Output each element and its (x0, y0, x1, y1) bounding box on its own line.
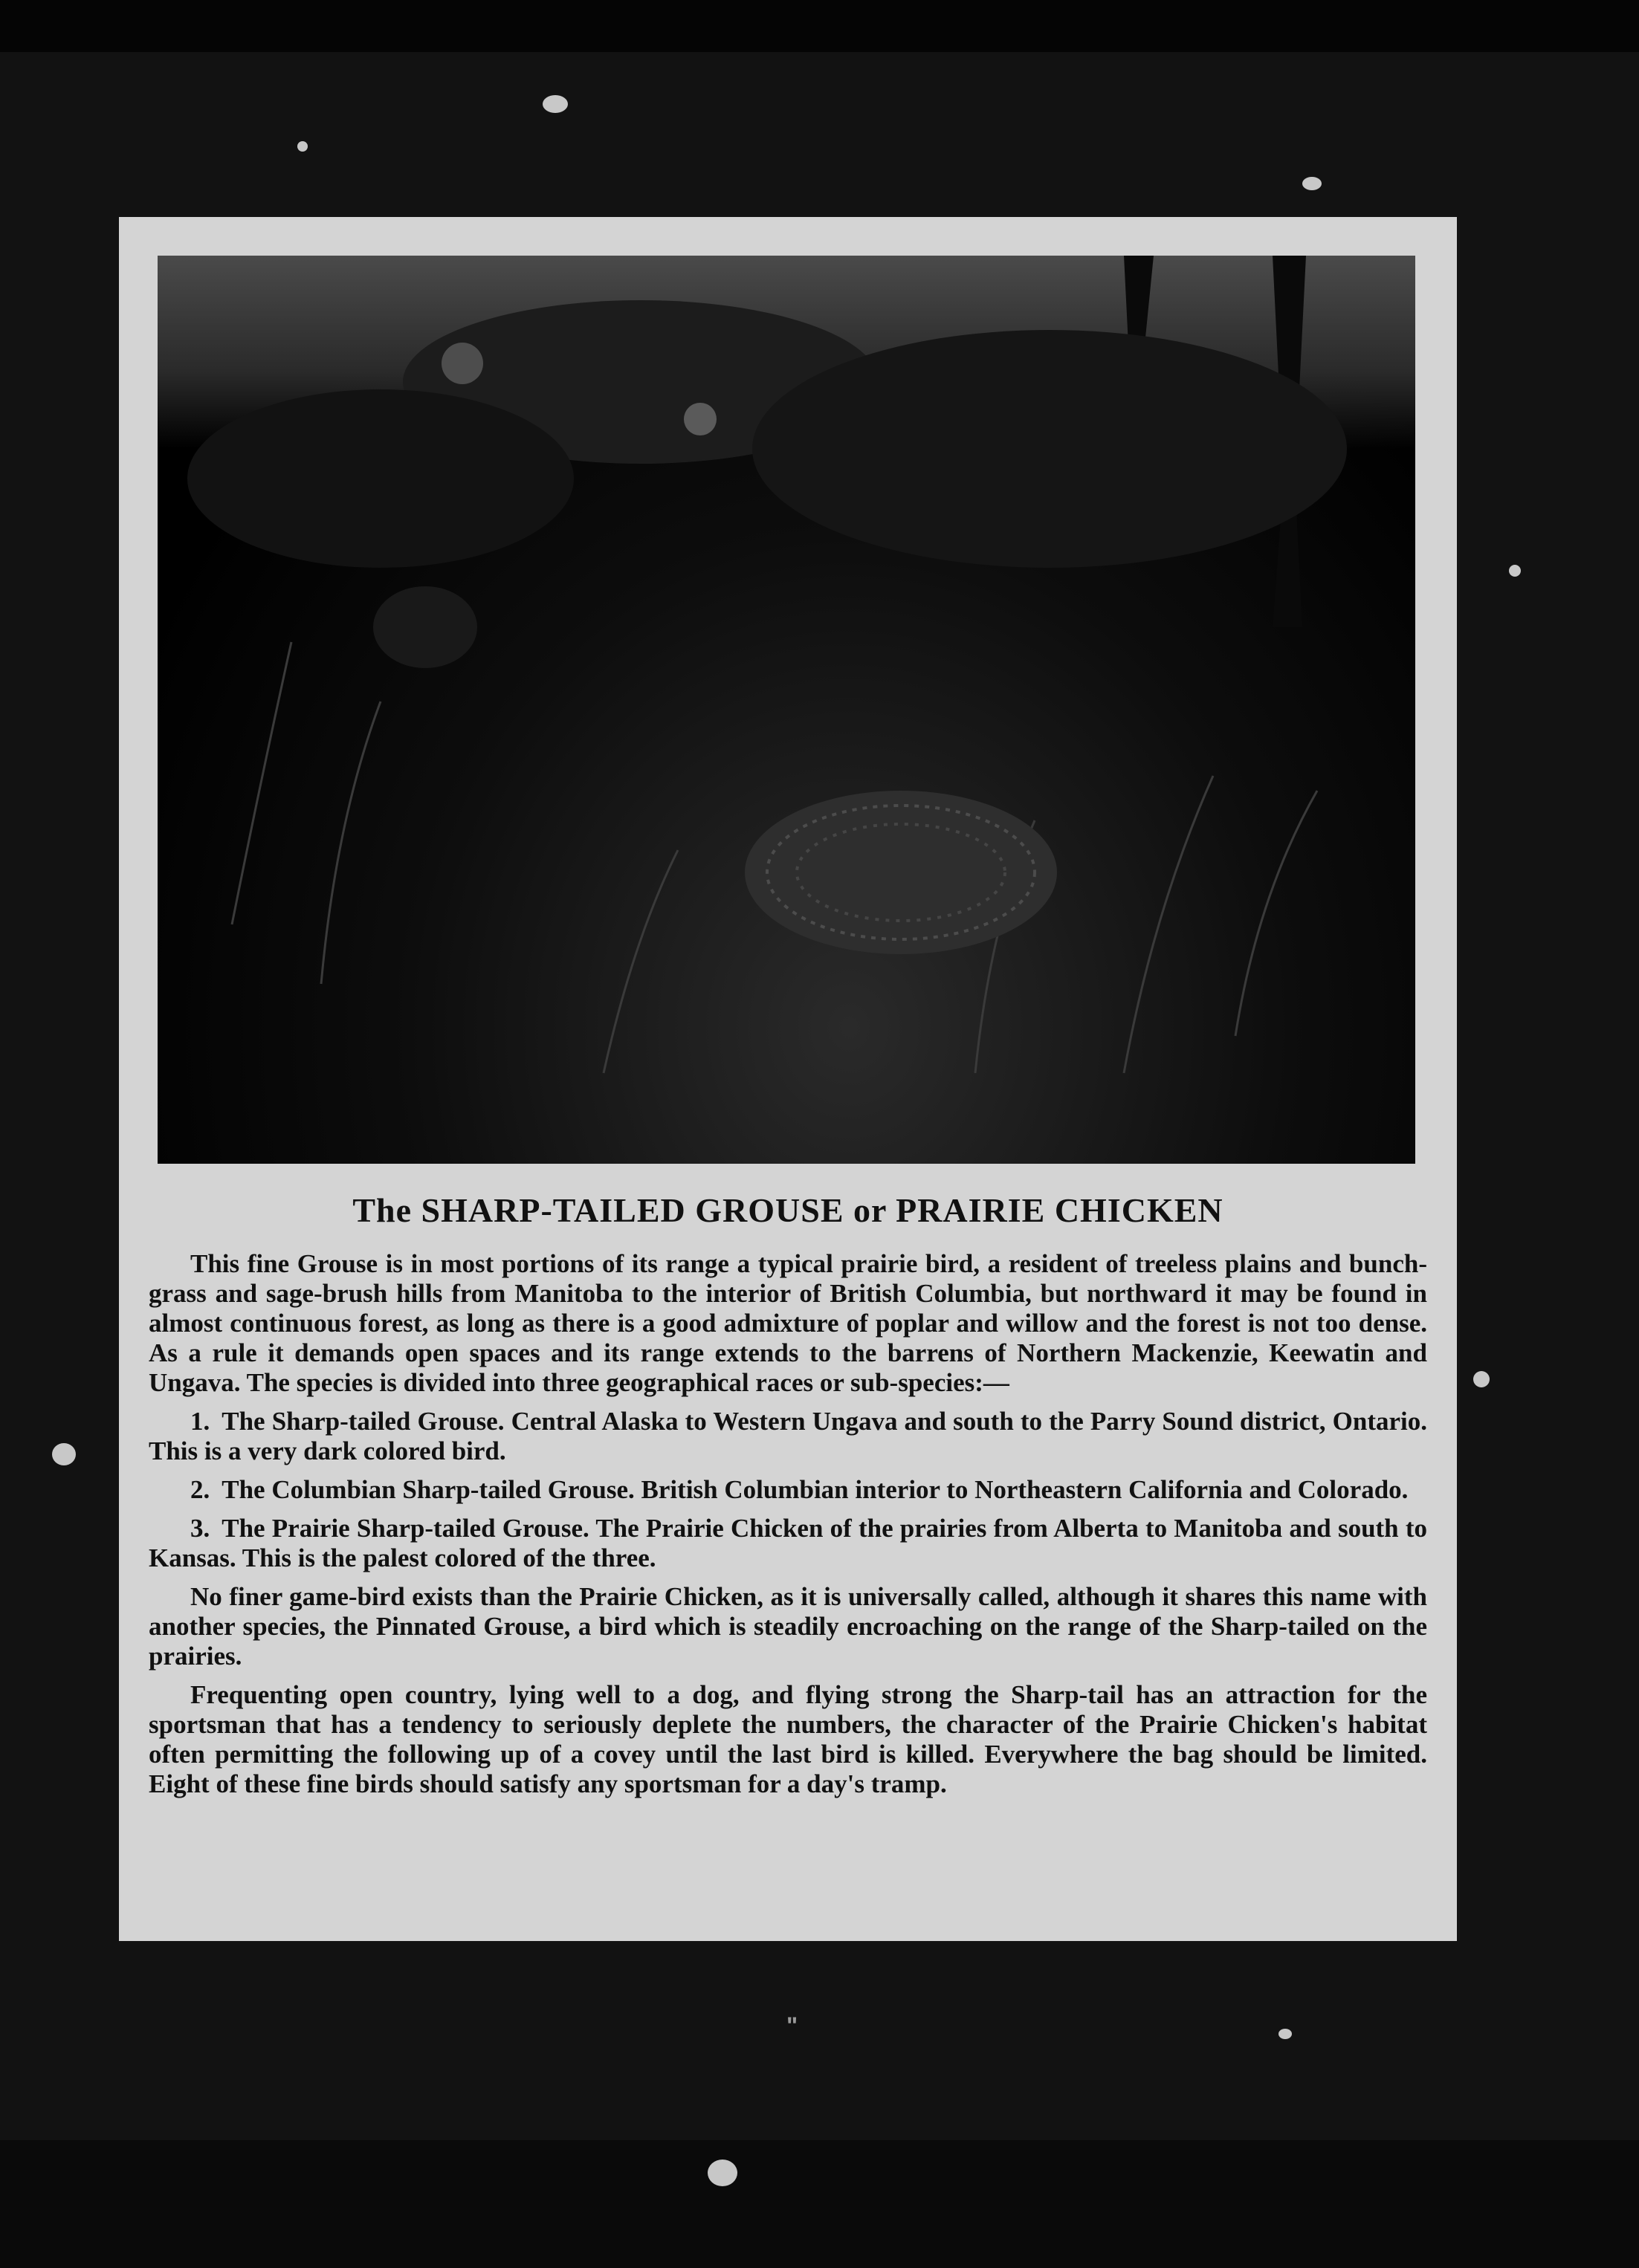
photo-scene (158, 256, 1415, 1164)
subspecies-number: 2. (190, 1475, 210, 1504)
bird-head-silhouette (373, 586, 477, 668)
article-page (119, 217, 1457, 1941)
subspecies-text: The Prairie Sharp-tailed Grouse. The Prairie Chicken of the prairies from Alberta to Manitoba and south to Kansas. This is the palest colored of the three. (149, 1514, 1427, 1572)
article-text (149, 1190, 1427, 1808)
footer-mark: " (786, 2012, 798, 2039)
foliage (187, 389, 574, 568)
dust-speck (1473, 1371, 1490, 1387)
film-edge-top (0, 0, 1639, 52)
gamebird-paragraph: No finer game-bird exists than the Prairie Chicken, as it is universally called, although it shares this name with another species, the Pinnated Grouse, a bird which is steadily encroaching on the range of the Sharp-tailed on the prairies. (149, 1582, 1427, 1671)
subspecies-item (149, 1407, 1427, 1466)
film-edge-bottom (0, 2140, 1639, 2268)
light-spot (442, 343, 483, 384)
subspecies-text: The Columbian Sharp-tailed Grouse. British Columbian interior to Northeastern California and Colorado. (222, 1475, 1409, 1504)
grouse-photograph (158, 256, 1415, 1164)
subspecies-number: 3. (190, 1514, 210, 1543)
dust-speck (1509, 565, 1521, 577)
dust-speck (297, 141, 308, 152)
grouse-body (745, 791, 1057, 954)
light-spot (684, 403, 717, 435)
dust-speck (1278, 2029, 1292, 2039)
subspecies-text: The Sharp-tailed Grouse. Central Alaska to Western Ungava and south to the Parry Sound district, Ontario. This is a very dark colored bird. (149, 1407, 1427, 1465)
dust-speck (708, 2160, 737, 2186)
subspecies-item (149, 1514, 1427, 1573)
foliage (752, 330, 1347, 568)
intro-paragraph: This fine Grouse is in most portions of its range a typical prairie bird, a resident of treeless plains and bunch-grass and sage-brush hills from Manitoba to the interior of British Columbia, but northward it may be found in almost continuous forest, as long as there is a good admixture of poplar and willow and the forest is not too dense. As a rule it demands open spaces and its range extends to the barrens of Northern Mackenzie, Keewatin and Ungava. The species is divided into three geographical races or sub-species:— (149, 1249, 1427, 1397)
dust-speck (52, 1443, 76, 1465)
dust-speck (1302, 177, 1322, 190)
subspecies-number: 1. (190, 1407, 210, 1436)
sportsman-paragraph: Frequenting open country, lying well to a dog, and flying strong the Sharp-tail has an attraction for the sportsman that has a tendency to seriously deplete the numbers, the character of the Prairie Chicken's habitat often permitting the following up of a covey until the last bird is killed. Everywhere the bag should be limited. Eight of these fine birds should satisfy any sportsman for a day's tramp. (149, 1680, 1427, 1798)
dust-speck (543, 95, 568, 113)
subspecies-item (149, 1475, 1427, 1505)
article-title: The SHARP-TAILED GROUSE or PRAIRIE CHICKEN (352, 1191, 1223, 1229)
